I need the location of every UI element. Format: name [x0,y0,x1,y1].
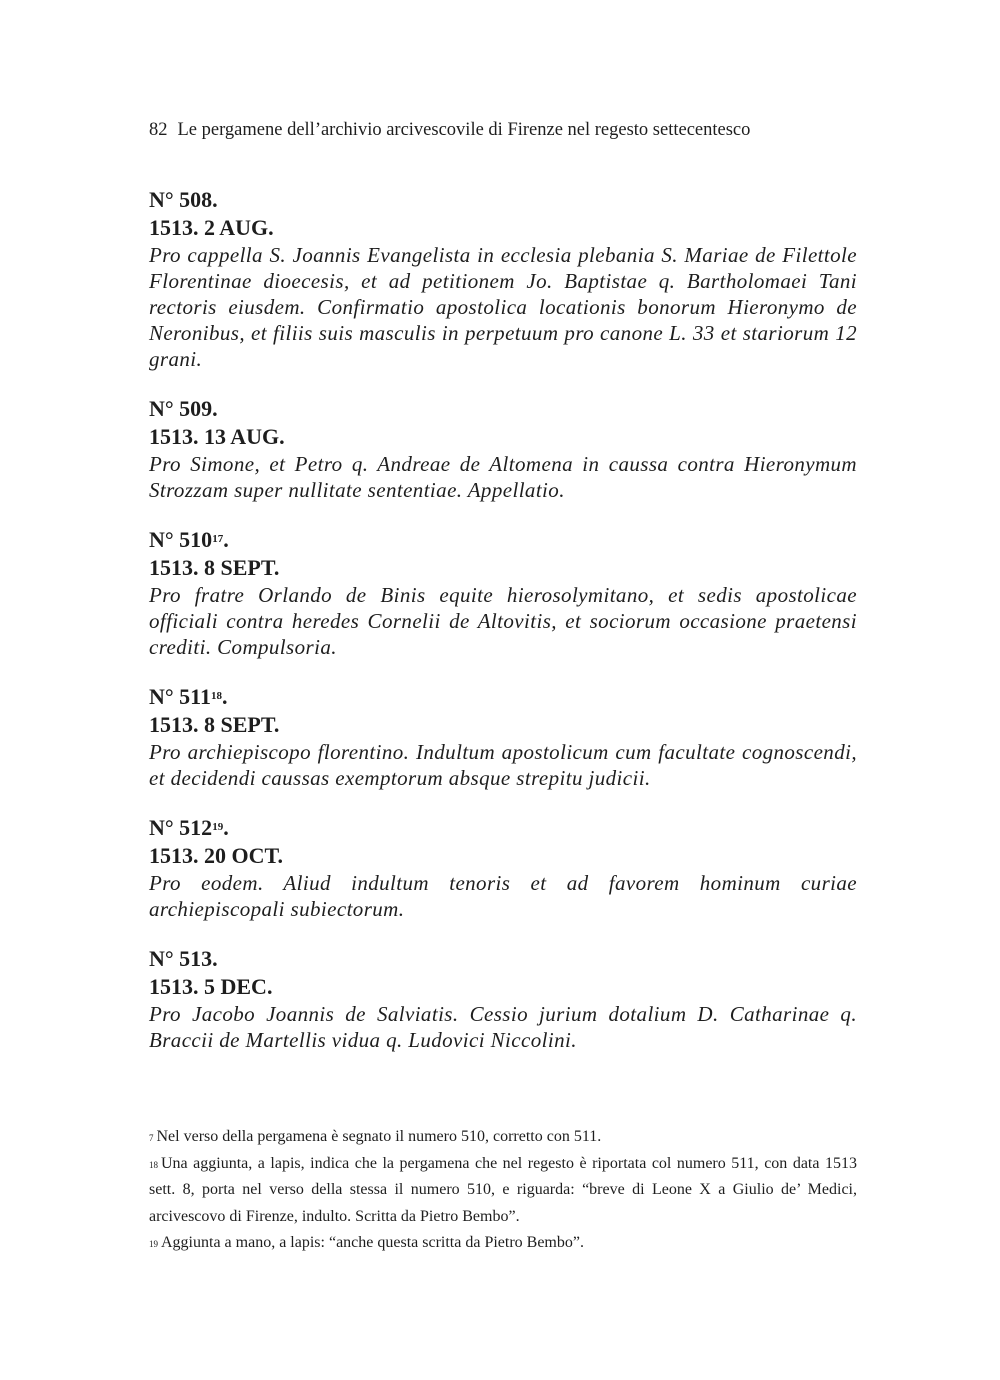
entry-513 [149,945,857,1053]
entry-number: N° 513. [149,946,218,971]
entry-509 [149,395,857,503]
entry-511 [149,683,857,791]
entry-date: 1513. 8 SEPT. [149,712,280,737]
entry-date: 1513. 5 DEC. [149,974,273,999]
footnote-19 [149,1230,857,1257]
footnote-marker: 18 [149,1159,158,1170]
footnote-ref[interactable]: 17 [212,533,224,545]
footnote-marker: 7 [149,1133,154,1143]
entry-number: N° $512^{19}$. [149,815,229,840]
entry-number: N° $510^{17}$. [149,527,229,552]
entry-text: Pro cappella S. Joannis Evangelista in ecclesia plebania S. Mariae de Filettole Florentinae dioecesis, et ad petitionem Jo. Baptistae q. Bartholomaei Tani rectoris eiusdem. Confirmatio apostolica locationis bonorum Hieronymo de Neronibus, et filiis suis masculis in perpetuum pro canone L. 33 et stariorum 12 grani. [149,243,857,371]
entry-date: 1513. 20 OCT. [149,843,284,868]
entry-512 [149,814,857,922]
entry-text: Pro archiepiscopo florentino. Indultum apostolicum cum facultate cognoscendi, et decidendi caussas exemptorum absque strepitu judicii. [149,740,857,790]
entry-text: Pro fratre Orlando de Binis equite hierosolymitano, et sedis apostolicae officiali contra heredes Cornelii de Altovitis, et sociorum occasione praetensi crediti. Compulsoria. [149,583,857,659]
footnote-18 [149,1151,857,1231]
entry-number: N° $511^{18}$. [149,684,228,709]
entry-number: N° 509. [149,396,218,421]
running-header [149,120,869,141]
footnote-17 [149,1124,857,1151]
footnote-ref[interactable]: 18 [210,690,222,702]
footnote-text: Aggiunta a mano, a lapis: “anche questa scritta da Pietro Bembo”. [161,1234,584,1251]
entry-text: Pro Jacobo Joannis de Salviatis. Cessio jurium dotalium D. Catharinae q. Braccii de Martellis vidua q. Ludovici Niccolini. [149,1002,857,1052]
entry-508 [149,186,857,372]
footnote-ref[interactable]: 19 [212,821,224,833]
footnote-text: Nel verso della pergamena è segnato il numero 510, corretto con 511. [156,1128,602,1145]
footnotes [149,1124,857,1257]
entry-number: N° 508. [149,187,218,212]
entry-text: Pro eodem. Aliud indultum tenoris et ad favorem hominum curiae archiepiscopali subiectorum. [149,871,857,921]
entries-list [149,186,857,1076]
entry-510 [149,526,857,660]
entry-text: Pro Simone, et Petro q. Andreae de Altomena in caussa contra Hieronymum Strozzam super nullitate sententiae. Appellatio. [149,452,857,502]
page-number: 82 [149,120,168,140]
entry-date: 1513. 8 SEPT. [149,555,280,580]
entry-date: 1513. 13 AUG. [149,424,285,449]
footnote-marker: 19 [149,1239,158,1249]
header-title: Le pergamene dell’archivio arcivescovile di Firenze nel regesto settecentesco [177,120,751,140]
entry-date: 1513. 2 AUG. [149,215,274,240]
footnote-text: Una aggiunta, a lapis, indica che la pergamena che nel regesto è riportata col numero 511, con data 1513 sett. 8, porta nel verso della stessa il numero 510, e riguarda: “breve di Leone X a Giulio de’ Medici, arcivescovo di Firenze, indulto. Scritta da Pietro Bembo”. [149,1154,857,1225]
